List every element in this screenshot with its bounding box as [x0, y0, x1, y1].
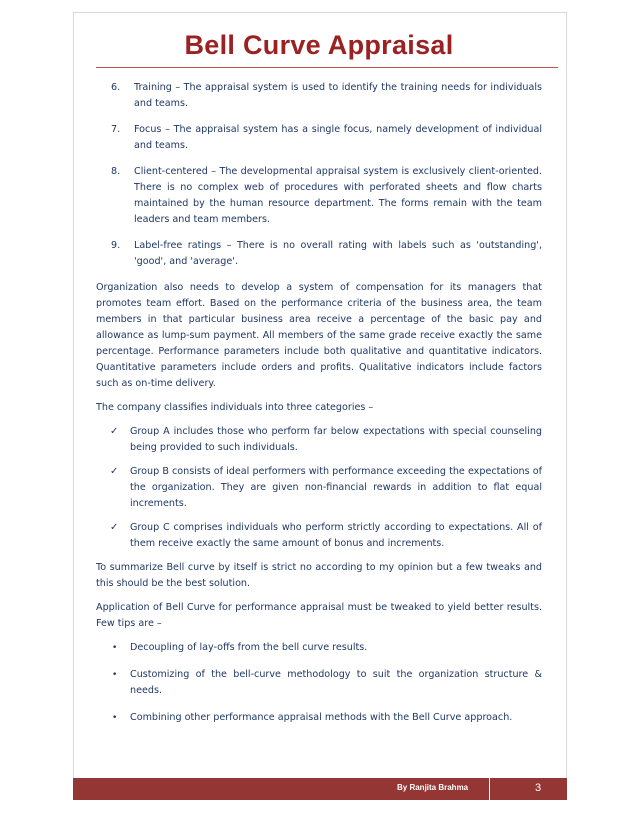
- page-title: Bell Curve Appraisal: [184, 30, 454, 60]
- list-item: [96, 164, 542, 228]
- list-item-text: Client-centered – The developmental appraisal system is exclusively client-oriented. There is no complex web of procedures with perforated sheets and flow charts maintained by the human resource department. The forms remain with the team leaders and team members.: [134, 166, 542, 225]
- checkmark-icon: ✓: [110, 426, 119, 437]
- list-item-text: Group C comprises individuals who perform strictly according to expectations. All of them receive exactly the same amount of bonus and increments.: [130, 522, 542, 549]
- category-list: [96, 424, 542, 552]
- checkmark-icon: ✓: [110, 466, 119, 477]
- page-footer: [73, 778, 567, 800]
- list-item: [96, 667, 542, 699]
- list-item: [96, 640, 542, 656]
- list-item: [96, 238, 542, 270]
- bullet-icon: •: [112, 713, 118, 723]
- list-item-text: Group A includes those who perform far below expectations with special counseling being provided to such individuals.: [130, 426, 542, 453]
- list-item: [96, 424, 542, 456]
- list-number: 6.: [111, 82, 121, 93]
- footer-divider: [489, 778, 490, 800]
- list-item-text: Customizing of the bell-curve methodology to suit the organization structure & needs.: [130, 669, 542, 696]
- list-item: [96, 520, 542, 552]
- summary-paragraph: To summarize Bell curve by itself is strict no according to my opinion but a few tweaks and this should be the best solution.: [96, 562, 542, 589]
- categories-intro: The company classifies individuals into three categories –: [96, 402, 374, 413]
- list-number: 8.: [111, 166, 121, 177]
- list-number: 9.: [111, 240, 121, 251]
- list-item-text: Group B consists of ideal performers with performance exceeding the expectations of the organization. They are given non-financial rewards in addition to flat equal increments.: [130, 466, 542, 509]
- title-divider: [96, 67, 558, 68]
- list-item: [96, 80, 542, 112]
- list-item: [96, 464, 542, 512]
- compensation-paragraph: Organization also needs to develop a system of compensation for its managers that promotes team effort. Based on the performance criteria of the business area, the team members in that particular business area receive a percentage of the basic pay and allowance as lump-sum payment. All members of the same grade receive exactly the same percentage. Performance parameters include both qualitative and quantitative indicators. Quantitative parameters include orders and profits. Qualitative indicators include factors such as on-time delivery.: [96, 282, 542, 389]
- list-item-text: Training – The appraisal system is used to identify the training needs for individuals and teams.: [134, 82, 542, 109]
- list-item-text: Focus – The appraisal system has a single focus, namely development of individual and teams.: [134, 124, 542, 151]
- bullet-icon: •: [112, 670, 118, 680]
- numbered-list: [96, 80, 542, 270]
- tips-intro: Application of Bell Curve for performance appraisal must be tweaked to yield better results. Few tips are –: [96, 602, 542, 629]
- document-body: [96, 80, 542, 737]
- tips-list: [96, 640, 542, 726]
- checkmark-icon: ✓: [110, 522, 119, 533]
- page-number: 3: [535, 782, 542, 794]
- bullet-icon: •: [112, 643, 118, 653]
- list-item-text: Decoupling of lay-offs from the bell curve results.: [130, 642, 368, 653]
- list-item-text: Label-free ratings – There is no overall rating with labels such as 'outstanding', 'good', and 'average'.: [134, 240, 542, 267]
- list-item: [96, 122, 542, 154]
- footer-author: By Ranjita Brahma: [397, 783, 469, 792]
- list-item: [96, 710, 542, 726]
- list-number: 7.: [111, 124, 121, 135]
- list-item-text: Combining other performance appraisal methods with the Bell Curve approach.: [130, 712, 513, 723]
